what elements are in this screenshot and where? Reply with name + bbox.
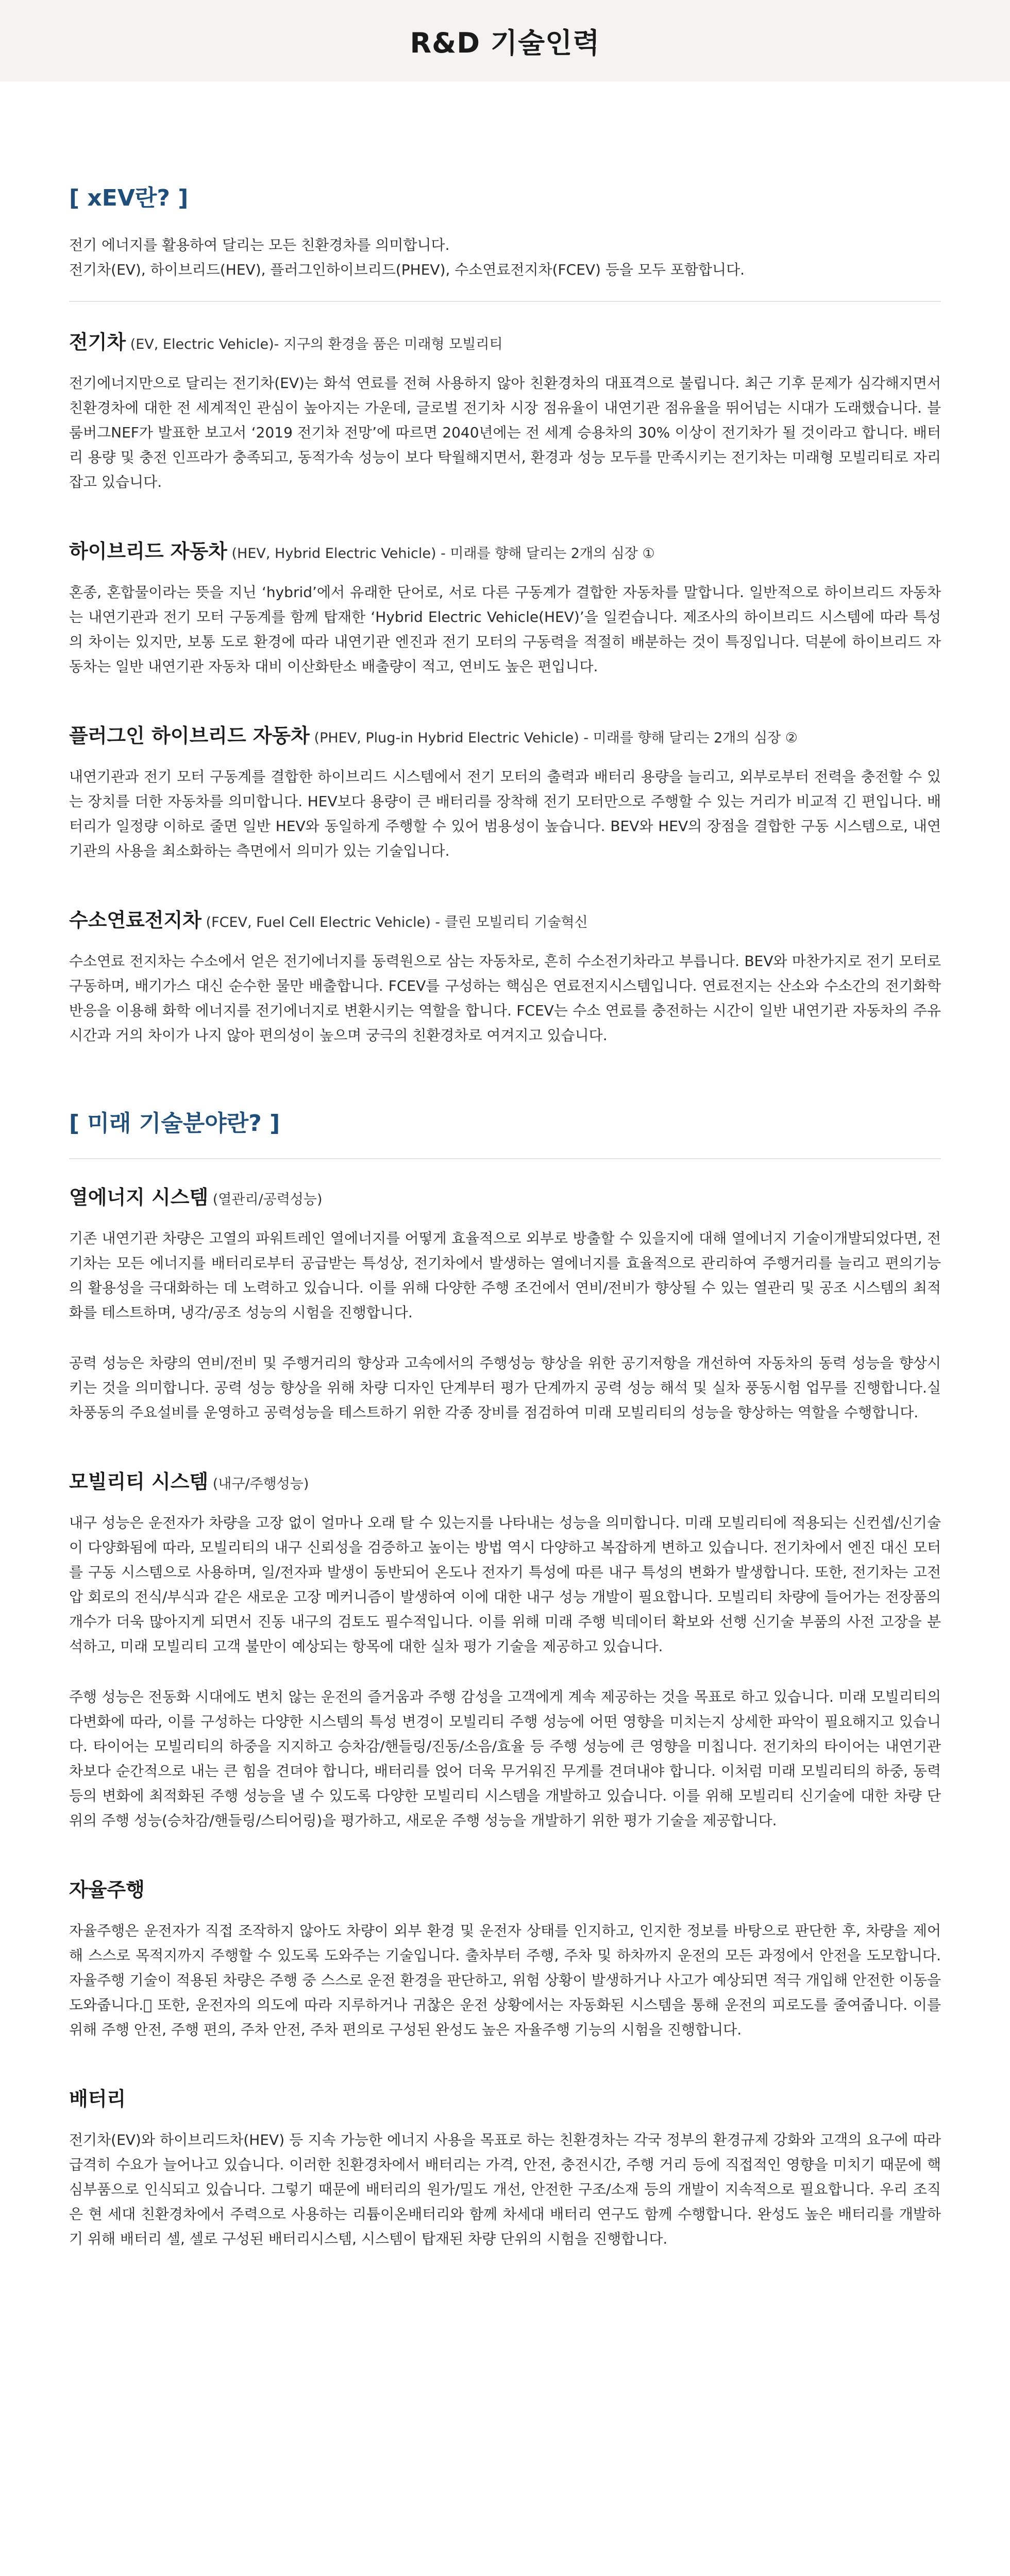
phev-text: 내연기관과 전기 모터 구동계를 결합한 하이브리드 시스템에서 전기 모터의 출력과 배터리 용량을 늘리고, 외부로부터 전력을 충전할 수 있는 장치를 더한 자동차를 의미합니다. HEV보다 용량이 큰 배터리를 장착해 전기 모터만으로 주행할 수 있는 거리가 비교적 긴 편입니다. 배터리가 일정량 이하로 줄면 일반 HEV와 동일하게 주행할 수 있어 범용성이 높습니다. BEV와 HEV의 장점을 결합한 구동 시스템으로, 내연기관의 사용을 최소화하는 측면에서 의미가 있는 기술입니다. <box>69 768 941 859</box>
mobility-block <box>69 1467 941 1833</box>
fcev-text: 수소연료 전지차는 수소에서 얻은 전기에너지를 동력원으로 삼는 자동차로, 흔히 수소전기차라고 부릅니다. BEV와 마찬가지로 전기 모터로 구동하며, 배기가스 대신 순수한 물만 배출합니다. FCEV를 구성하는 핵심은 연료전지시스템입니다. 연료전지는 산소와 수소간의 전기화학 반응을 이용해 화학 에너지를 전기에너지로 변환시키는 역할을 합니다. FCEV는 수소 연료를 충전하는 시간이 일반 내연기관 자동차의 주유 시간과 거의 차이가 나지 않아 편의성이 높으며 궁극의 친환경차로 여겨지고 있습니다. <box>69 953 941 1044</box>
fcev-block <box>69 906 941 1048</box>
xev-intro <box>69 233 941 282</box>
section-divider <box>69 301 941 302</box>
mobility-title-main: 모빌리티 시스템 <box>69 1470 209 1493</box>
battery-title-main: 배터리 <box>69 2088 126 2110</box>
future-tech-section <box>69 1105 941 2251</box>
xev-intro-line: 전기차(EV), 하이브리드(HEV), 플러그인하이브리드(PHEV), 수소연료전지차(FCEV) 등을 모두 포함합니다. <box>69 261 745 278</box>
aero-text: 공력 성능은 차량의 연비/전비 및 주행거리의 향상과 고속에서의 주행성능 향상을 위한 공기저항을 개선하여 자동차의 동력 성능을 향상시키는 것을 의미합니다. 공력 성능 향상을 위해 차량 디자인 단계부터 평가 단계까지 공력 성능 해석 및 실차 풍동시험 업무를 진행합니다.실차풍동의 주요설비를 운영하고 공력성능을 테스트하기 위한 각종 장비를 점검하여 미래 모빌리티의 성능을 향상하는 역할을 수행합니다. <box>69 1354 941 1421</box>
ev-title <box>69 328 941 361</box>
thermal-title-main: 열에너지 시스템 <box>69 1186 209 1209</box>
xev-intro-line: 전기 에너지를 활용하여 달리는 모든 친환경차를 의미합니다. <box>69 236 450 253</box>
ev-title-main: 전기차 <box>69 331 126 353</box>
hev-title-main: 하이브리드 자동차 <box>69 540 227 563</box>
ev-text: 전기에너지만으로 달리는 전기차(EV)는 화석 연료를 전혀 사용하지 않아 친환경차의 대표격으로 불립니다. 최근 기후 문제가 심각해지면서 친환경차에 대한 전 세계적인 관심이 높아지는 가운데, 글로벌 전기차 시장 점유율이 내연기관 점유율을 뛰어넘는 시대가 도래했습니다. 블룸버그NEF가 발표한 보고서 ‘2019 전기차 전망’에 따르면 2040년에는 전 세계 승용차의 30% 이상이 전기차가 될 것이라고 합니다. 배터리 용량 및 충전 인프라가 충족되고, 동적가속 성능이 보다 탁월해지면서, 환경과 성능 모두를 만족시키는 전기차는 미래형 모빌리티로 자리잡고 있습니다. <box>69 375 941 490</box>
page-header <box>0 0 1010 81</box>
phev-title <box>69 721 941 754</box>
hev-block <box>69 537 941 679</box>
battery-block <box>69 2084 941 2251</box>
autonomous-title-main: 자율주행 <box>69 1878 145 1901</box>
thermal-title-suffix: (열관리/공력성능) <box>208 1192 323 1208</box>
hev-text: 혼종, 혼합물이라는 뜻을 지닌 ‘hybrid’에서 유래한 단어로, 서로 다른 구동계가 결합한 자동차를 말합니다. 일반적으로 하이브리드 자동차는 내연기관과 전기 모터 구동계를 함께 탑재한 ‘Hybrid Electric Vehicle(HEV)’을 일컫습니다. 제조사의 하이브리드 시스템에 따라 특성의 차이는 있지만, 보통 도로 환경에 따라 내연기관 엔진과 전기 모터의 구동력을 적절히 배분하는 것이 특징입니다. 덕분에 하이브리드 자동차는 일반 내연기관 자동차 대비 이산화탄소 배출량이 적고, 연비도 높은 편입니다. <box>69 584 941 675</box>
hev-title <box>69 537 941 570</box>
thermal-block <box>69 1183 941 1425</box>
thermal-text: 기존 내연기관 차량은 고열의 파워트레인 열에너지를 어떻게 효율적으로 외부로 방출할 수 있을지에 대해 열에너지 기술이개발되었다면, 전기차는 모든 에너지를 배터리로부터 공급받는 특성상, 전기차에서 발생하는 열에너지를 효율적으로 관리하여 주행거리를 늘리고 편의기능의 활용성을 극대화하는 데 노력하고 있습니다. 이를 위해 다양한 주행 조건에서 연비/전비가 향상될 수 있는 열관리 및 공조 시스템의 최적화를 테스트하며, 냉각/공조 성능의 시험을 진행합니다. <box>69 1230 941 1321</box>
fcev-title-suffix: (FCEV, Fuel Cell Electric Vehicle) - 클린 모빌리티 기술혁신 <box>201 914 588 930</box>
mobility-title-suffix: (내구/주행성능) <box>208 1476 309 1492</box>
fcev-title <box>69 906 941 939</box>
ev-title-suffix: (EV, Electric Vehicle)- 지구의 환경을 품은 미래형 모빌리티 <box>126 336 503 352</box>
fcev-title-main: 수소연료전지차 <box>69 909 201 931</box>
ride-performance-text: 주행 성능은 전동화 시대에도 변치 않는 운전의 즐거움과 주행 감성을 고객에게 계속 제공하는 것을 목표로 하고 있습니다. 미래 모빌리티의 다변화에 따라, 이를 구성하는 다양한 시스템의 특성 변경이 모빌리티 주행 성능에 어떤 영향을 미치는지 상세한 파악이 필요해지고 있습니다. 타이어는 모빌리티의 하중을 지지하고 승차감/핸들링/진동/소음/효율 등 주행 성능에 큰 영향을 미칩니다. 전기차의 타이어는 내연기관차보다 순간적으로 내는 큰 힘을 견뎌야 합니다, 배터리를 얹어 더욱 무거워진 무게를 견뎌내야 합니다. 이처럼 미래 모빌리티의 하중, 동력 등의 변화에 최적화된 주행 성능을 낼 수 있도록 다양한 모빌리티 시스템을 개발하고 있습니다. 이를 위해 모빌리티 신기술에 대한 차량 단위의 주행 성능(승차감/핸들링/스티어링)을 평가하고, 새로운 주행 성능을 개발하기 위한 평가 기술을 제공합니다. <box>69 1688 941 1829</box>
section-divider <box>69 1158 941 1159</box>
mobility-title <box>69 1467 941 1500</box>
phev-block <box>69 721 941 863</box>
thermal-title <box>69 1183 941 1216</box>
main-content <box>0 179 1010 2251</box>
battery-title <box>69 2084 941 2117</box>
battery-text: 전기차(EV)와 하이브리드차(HEV) 등 지속 가능한 에너지 사용을 목표로 하는 친환경차는 각국 정부의 환경규제 강화와 고객의 요구에 따라 급격히 수요가 늘어나고 있습니다. 이러한 친환경차에서 배터리는 가격, 안전, 충전시간, 주행 거리 등에 직접적인 영향을 미치기 때문에 핵심부품으로 인식되고 있습니다. 그렇기 때문에 배터리의 원가/밀도 개선, 안전한 구조/소재 등의 개발이 지속적으로 필요합니다. 우리 조직은 현 세대 친환경차에서 주력으로 사용하는 리튬이온배터리와 함께 차세대 배터리 연구도 함께 수행합니다. 완성도 높은 배터리를 개발하기 위해 배터리 셀, 셀로 구성된 배터리시스템, 시스템이 탑재된 차량 단위의 시험을 진행합니다. <box>69 2131 941 2247</box>
section-heading-xev: [ xEV란? ] <box>69 185 189 211</box>
autonomous-block <box>69 1875 941 2042</box>
section-heading-future-tech: [ 미래 기술분야란? ] <box>69 1110 280 1137</box>
phev-title-main: 플러그인 하이브리드 자동차 <box>69 724 310 747</box>
hev-title-suffix: (HEV, Hybrid Electric Vehicle) - 미래를 향해 달리는 2개의 심장 ① <box>227 546 655 562</box>
autonomous-title <box>69 1875 941 1908</box>
ev-block <box>69 328 941 495</box>
durability-text: 내구 성능은 운전자가 차량을 고장 없이 얼마나 오래 탈 수 있는지를 나타내는 성능을 의미합니다. 미래 모빌리티에 적용되는 신컨셉/신기술이 다양화됨에 따라, 모빌리티의 내구 신뢰성을 검증하고 높이는 방법 역시 다양하고 복잡하게 변하고 있습니다. 전기차에서 엔진 대신 모터를 구동 시스템으로 사용하며, 일/전자파 발생이 동반되어 온도나 전자기 특성에 따른 내구 특성의 변화가 발생합니다. 또한, 전기차는 고전압 회로의 전식/부식과 같은 새로운 고장 메커니즘이 발생하여 이에 대한 내구 성능 개발이 필요합니다. 모빌리티 차량에 들어가는 전장품의 개수가 더욱 많아지게 되면서 진동 내구의 검토도 필수적입니다. 이를 위해 미래 주행 빅데이터 확보와 선행 신기술 부품의 사전 고장을 분석하고, 미래 모빌리티 고객 불만이 예상되는 항목에 대한 실차 평가 기술을 제공하고 있습니다. <box>69 1514 941 1655</box>
phev-title-suffix: (PHEV, Plug-in Hybrid Electric Vehicle) - 미래를 향해 달리는 2개의 심장 ② <box>309 730 798 746</box>
autonomous-text: 자율주행은 운전자가 직접 조작하지 않아도 차량이 외부 환경 및 운전자 상태를 인지하고, 인지한 정보를 바탕으로 판단한 후, 차량을 제어해 스스로 목적지까지 주행할 수 있도록 도와주는 기술입니다. 출차부터 주행, 주차 및 하차까지 운전의 모든 과정에서 안전을 도모합니다. 자율주행 기술이 적용된 차량은 주행 중 스스로 운전 환경을 판단하고, 위험 상황이 발생하거나 사고가 예상되면 적극 개입해 안전한 이동을 도와줍니다.  또한, 운전자의 의도에 따라 지루하거나 귀찮은 운전 상황에서는 자동화된 시스템을 통해 운전의 피로도를 줄여줍니다. 이를 위해 주행 안전, 주행 편의, 주차 안전, 주차 편의로 구성된 완성도 높은 자율주행 기능의 시험을 진행합니다. <box>69 1922 941 2038</box>
page-title: R&D 기술인력 <box>410 26 600 59</box>
xev-section <box>69 179 941 1048</box>
